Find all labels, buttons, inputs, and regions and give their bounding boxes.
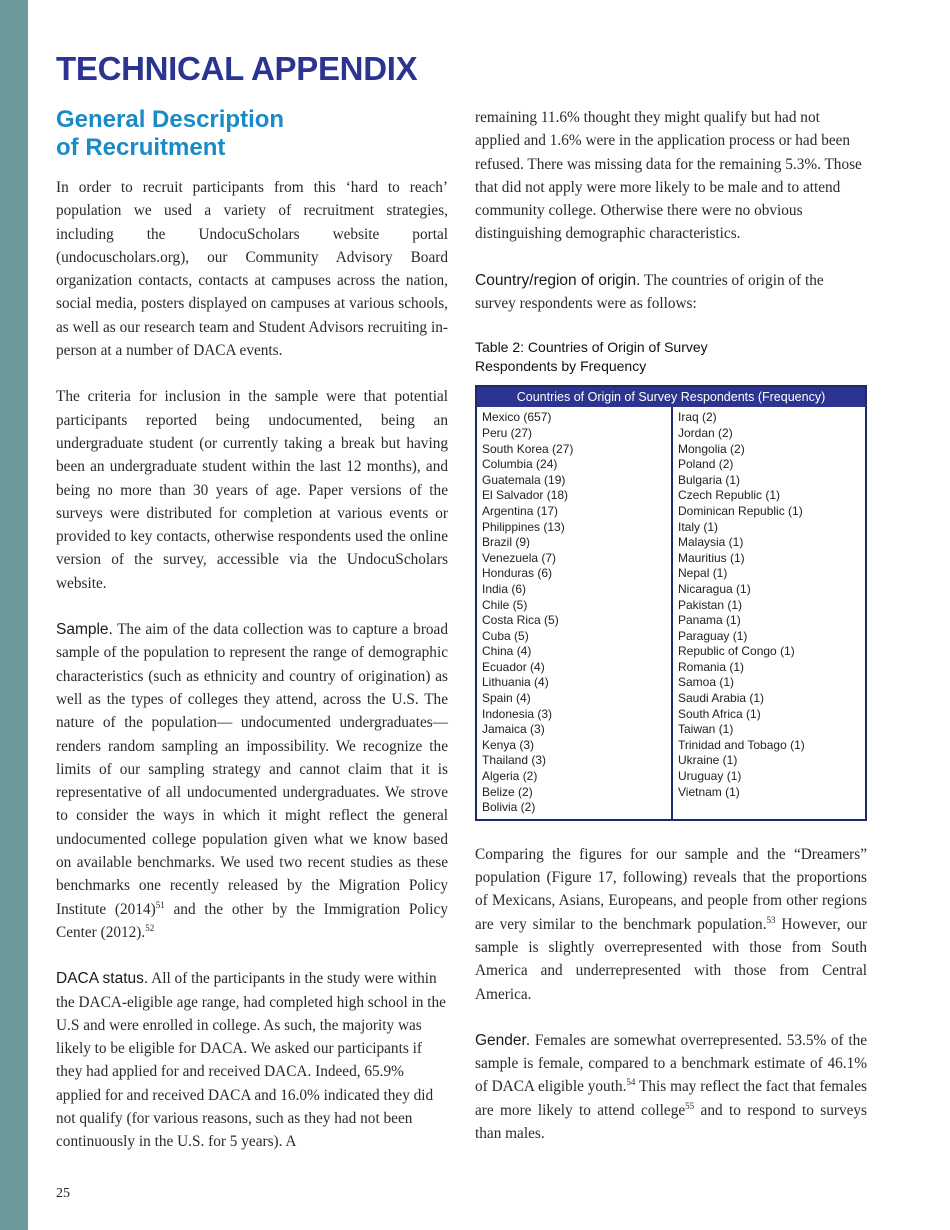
table-cell: Jamaica (3) [482,722,545,737]
table-cell: Cuba (5) [482,628,529,643]
gender-text-end: and to respond to surveys than males. [475,1101,867,1143]
sample-text-continued: and the other by the Immigration Policy Center (2012). [56,900,448,941]
table-cell: Lithuania (4) [482,675,549,690]
gender-lead: Gender. [475,1031,531,1049]
table-cell: South Africa (1) [678,706,761,721]
table-cell: Iraq (2) [678,410,717,425]
table-cell: Samoa (1) [678,675,735,690]
footnote-ref-52: 52 [145,922,155,933]
table-cell: Algeria (2) [482,769,538,784]
table-caption [475,338,867,376]
table-cell: Taiwan (1) [678,722,734,737]
country-origin-paragraph [475,269,867,316]
table-cell: Panama (1) [678,613,741,628]
table-caption-line1: Table 2: Countries of Origin of Survey [475,339,708,356]
table-cell: India (6) [482,581,527,596]
table-cell: Costa Rica (5) [482,613,559,628]
comparing-text-continued: However, our sample is slightly overrepresented with those from South America and underrepresented with those from Central America. [475,915,867,1003]
table-cell: Mauritius (1) [678,550,745,565]
countries-table [475,385,867,820]
country-origin-text: The countries of origin of the survey respondents were as follows: [475,271,824,313]
table-body [477,407,865,818]
table-cell: Italy (1) [678,519,719,534]
table-cell: Ecuador (4) [482,659,545,674]
page-number: 25 [56,1186,70,1201]
page-side-bar [0,0,28,1230]
table-cell: Kenya (3) [482,737,535,752]
sample-paragraph [56,618,448,944]
table-cell: Brazil (9) [482,535,531,550]
page-title: TECHNICAL APPENDIX [56,50,418,87]
left-column [56,106,448,1177]
table-cell: Mexico (657) [482,410,552,425]
section-heading-line1: General Description [56,106,285,133]
table-cell: Ukraine (1) [678,753,738,768]
section-heading-line2: of Recruitment [56,134,226,161]
table-header: Countries of Origin of Survey Respondents (Frequency) [477,387,865,407]
sample-text: The aim of the data collection was to capture a broad sample of the population to represent the range of demographic characteristics (such as ethnicity and country of origination) as well as the types of colleges they attend, across the U.S. The nature of the population— undocumented undergraduates—renders random sampling an impossibility. We recognize the limits of our sampling strategy and cannot claim that it is representative of all undocumented undergraduates. We strove to consider the ways in which it might reflect the general undocumented college population given what we know based on available benchmarks. We used two recent studies as these benchmarks one recently released by the Migration Policy Institute (2014) [56,621,448,918]
table-cell: Czech Republic (1) [678,488,781,503]
daca-continued-paragraph: remaining 11.6% thought they might qualify but had not applied and 1.6% were in the application process or had been refused. There was missing data for the remaining 5.3%. Those that did not apply were more likely to be male and to attend community college. Otherwise there were no obvious distinguishing demographic characteristics. [475,109,862,243]
inclusion-criteria-paragraph: The criteria for inclusion in the sample were that potential participants reported being undocumented, being an undergraduate student (or currently taking a break but having been an undergraduate student within the last 12 months), and being no more than 30 years of age. Paper versions of the surveys were distributed for completion at various events or provided to key contacts, otherwise respondents used the online version of the survey, accessible via the UndocuScholars website. [56,388,448,592]
gender-paragraph [475,1029,867,1145]
table-cell: Nicaragua (1) [678,581,751,596]
sample-lead: Sample. [56,621,113,639]
table-cell: Chile (5) [482,597,528,612]
recruitment-paragraph: In order to recruit participants from this ‘hard to reach’ population we used a variety of recruitment strategies, including the UndocuScholars website portal (undocuscholars.org), our Community Advisory Board organization contacts, contacts at campuses across the nation, social media, posters displayed on campuses at various schools, as well as our research team and Student Advisors recruiting in-person at a number of DACA events. [56,179,448,360]
table-cell: Trinidad and Tobago (1) [678,737,805,752]
table-cell: Argentina (17) [482,503,559,518]
table-cell: Poland (2) [678,457,734,472]
table-cell: South Korea (27) [482,441,574,456]
table-cell: Honduras (6) [482,566,553,581]
table-cell: Paraguay (1) [678,628,748,643]
daca-status-paragraph [56,967,448,1153]
section-heading-recruitment [56,106,448,162]
table-cell: Bolivia (2) [482,800,536,815]
table-cell: Peru (27) [482,425,533,440]
gender-text-continued: This may reflect the fact that females are more likely to attend college [475,1078,867,1119]
footnote-ref-53: 53 [766,914,776,925]
table-cell: Vietnam (1) [678,784,740,799]
footnote-ref-51: 51 [155,899,165,910]
table-cell: Belize (2) [482,784,533,799]
table-cell: Republic of Congo (1) [678,644,795,659]
country-origin-lead: Country/region of origin. [475,271,641,289]
table-cell: El Salvador (18) [482,488,569,503]
table-cell: Guatemala (19) [482,472,566,487]
table-cell: Romania (1) [678,659,745,674]
right-column [475,106,867,1168]
table-cell: Columbia (24) [482,457,558,472]
table-cell: Philippines (13) [482,519,565,534]
table-cell: Indonesia (3) [482,706,553,721]
table-cell: Malaysia (1) [678,535,744,550]
daca-status-lead: DACA status. [56,970,149,988]
gender-text: Females are somewhat overrepresented. 53.5% of the sample is female, compared to a benchmark estimate of 46.1% of DACA eligible youth. [475,1031,868,1096]
table-column-left [477,407,671,818]
comparing-paragraph [475,843,867,1006]
daca-status-text: All of the participants in the study were within the DACA-eligible age range, had completed high school in the U.S and were enrolled in college. As such, the majority was likely to be eligible for DACA. We asked our participants if they had applied for and received DACA. Indeed, 65.9% applied for and received DACA and 16.0% indicated they did not qualify (for various reasons, such as they had not been continuously in the U.S. for 5 years). A [56,970,446,1151]
table-column-right [671,407,865,818]
table-cell: Uruguay (1) [678,769,742,784]
footnote-ref-55: 55 [685,1100,695,1111]
table-cell: Spain (4) [482,691,531,706]
table-cell: Pakistan (1) [678,597,743,612]
table-cell: Jordan (2) [678,425,733,440]
table-cell: Saudi Arabia (1) [678,691,765,706]
table-cell: China (4) [482,644,532,659]
table-caption-line2: Respondents by Frequency [475,358,647,375]
table-cell: Thailand (3) [482,753,547,768]
table-cell: Bulgaria (1) [678,472,741,487]
table-cell: Mongolia (2) [678,441,745,456]
table-cell: Dominican Republic (1) [678,503,803,518]
table-cell: Nepal (1) [678,566,728,581]
comparing-text: Comparing the figures for our sample and the “Dreamers” population (Figure 17, following) reveals that the proportions of Mexicans, Asians, Europeans, and people from other regions are very similar to the benchmark population. [475,845,867,933]
footnote-ref-54: 54 [626,1077,636,1088]
table-cell: Venezuela (7) [482,550,557,565]
